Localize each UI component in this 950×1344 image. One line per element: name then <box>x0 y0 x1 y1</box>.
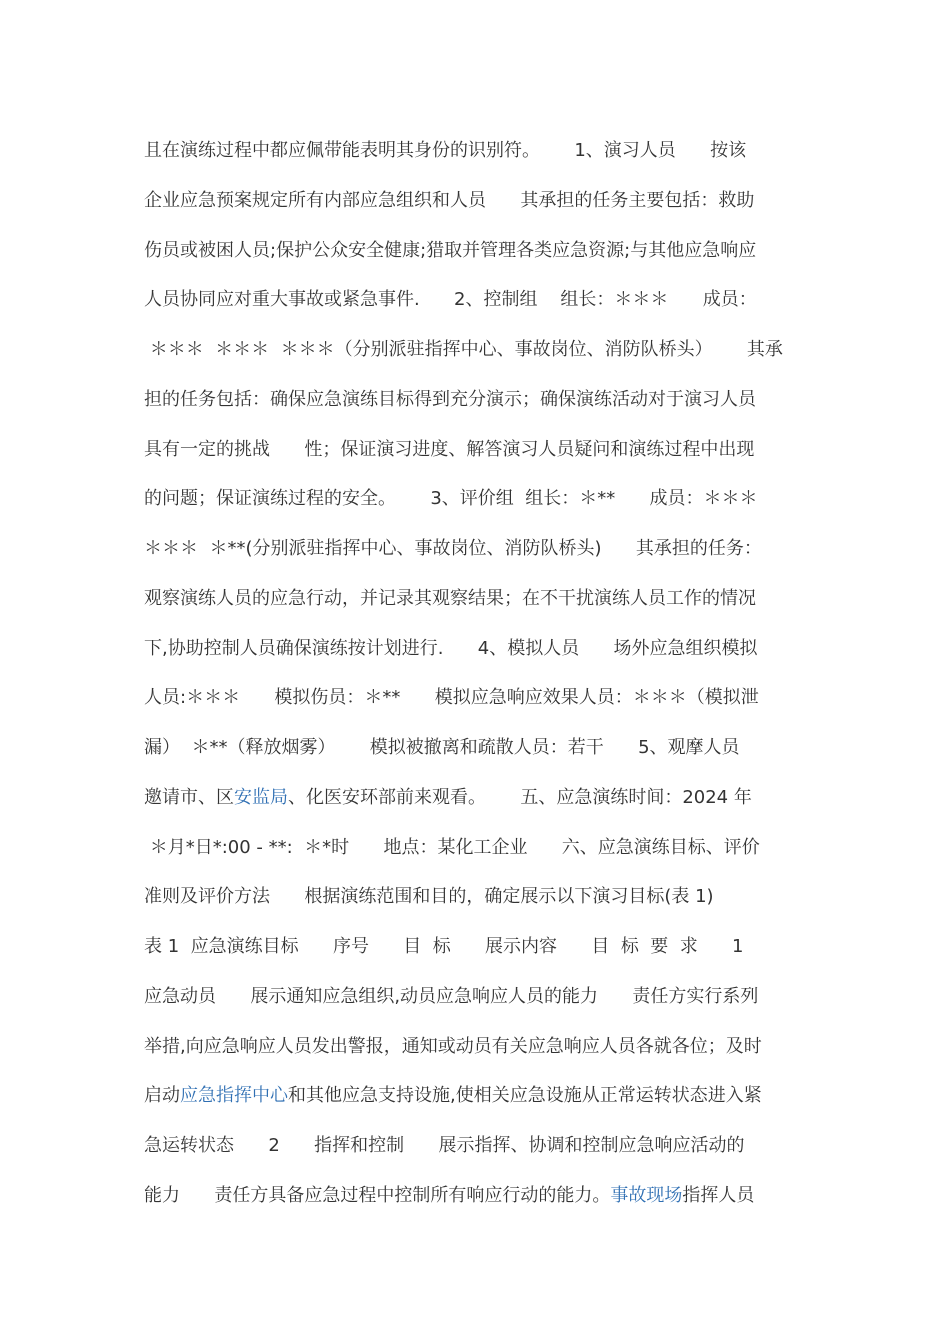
text-segment: 人员协同应对重大事故或紧急事件. 2、控制组 组长：＊＊＊ 成员： <box>144 289 757 311</box>
text-segment: 能力 责任方具备应急过程中控制所有响应行动的能力。 <box>144 1184 611 1206</box>
text-segment: 漏） ＊**（释放烟雾） 模拟被撤离和疏散人员：若干 5、观摩人员 <box>144 737 740 758</box>
text-line <box>144 425 806 475</box>
text-segment: ＊＊＊ ＊＊＊ ＊＊＊（分别派驻指挥中心、事故岗位、消防队桥头） 其承 <box>144 339 783 360</box>
text-line <box>144 872 806 922</box>
text-line <box>144 922 806 972</box>
text-segment: 的问题；保证演练过程的安全。 3、评价组 组长：＊** 成员：＊＊＊ <box>144 488 758 510</box>
text-line <box>144 1071 806 1121</box>
text-line <box>144 325 806 375</box>
text-segment: 人员:＊＊＊ 模拟伤员：＊** 模拟应急响应效果人员：＊＊＊（模拟泄 <box>144 687 759 709</box>
text-segment: ＊月*日*:00 - **: ＊*时 地点：某化工企业 六、应急演练目标、评价 <box>144 836 760 858</box>
text-segment: ＊＊＊ ＊**(分别派驻指挥中心、事故岗位、消防队桥头) 其承担的任务： <box>144 538 762 559</box>
text-segment: 和其他应急支持设施,使相关应急设施从正常运转状态进入紧 <box>288 1085 762 1107</box>
text-line <box>144 524 806 574</box>
text-segment: 指挥人员 <box>682 1184 755 1206</box>
text-line <box>144 375 806 425</box>
hyperlink[interactable]: 事故现场 <box>610 1184 683 1206</box>
text-line <box>144 1121 806 1171</box>
text-line <box>144 126 806 176</box>
text-line <box>144 673 806 723</box>
text-line <box>144 226 806 276</box>
text-line <box>144 823 806 873</box>
text-line <box>144 574 806 624</box>
text-segment: 担的任务包括：确保应急演练目标得到充分演示；确保演练活动对于演习人员 <box>144 388 756 410</box>
text-segment: 具有一定的挑战 性；保证演习进度、解答演习人员疑问和演练过程中出现 <box>144 438 755 460</box>
text-line <box>144 474 806 524</box>
text-line <box>144 624 806 674</box>
text-segment: 启动 <box>144 1085 180 1107</box>
text-segment: 急运转状态 2 指挥和控制 展示指挥、协调和控制应急响应活动的 <box>144 1135 745 1156</box>
hyperlink[interactable]: 应急指挥中心 <box>180 1085 288 1107</box>
text-segment: 应急动员 展示通知应急组织,动员应急响应人员的能力 责任方实行系列 <box>144 985 759 1007</box>
text-segment: 且在演练过程中都应佩带能表明其身份的识别符。 1、演习人员 按该 <box>144 140 747 161</box>
text-segment: 、化医安环部前来观看。 五、应急演练时间：2024 年 <box>288 786 752 808</box>
text-line <box>144 972 806 1022</box>
text-line <box>144 1171 806 1221</box>
text-line <box>144 176 806 226</box>
text-segment: 伤员或被困人员;保护公众安全健康;猎取并管理各类应急资源;与其他应急响应 <box>144 239 757 261</box>
text-line <box>144 773 806 823</box>
text-line <box>144 723 806 773</box>
text-segment: 准则及评价方法 根据演练范围和目的，确定展示以下演习目标(表 1) <box>144 886 714 908</box>
text-segment: 表 1 应急演练目标 序号 目 标 展示内容 目 标 要 求 1 <box>144 936 744 957</box>
text-line <box>144 1022 806 1072</box>
text-line <box>144 275 806 325</box>
text-segment: 邀请市、区 <box>144 786 234 808</box>
text-segment: 企业应急预案规定所有内部应急组织和人员 其承担的任务主要包括：救助 <box>144 189 755 211</box>
text-segment: 下,协助控制人员确保演练按计划进行. 4、模拟人员 场外应急组织模拟 <box>144 637 758 659</box>
text-segment: 观察演练人员的应急行动，并记录其观察结果；在不干扰演练人员工作的情况 <box>144 587 756 609</box>
hyperlink[interactable]: 安监局 <box>234 786 288 808</box>
text-segment: 举措,向应急响应人员发出警报，通知或动员有关应急响应人员各就各位；及时 <box>144 1035 762 1057</box>
document-page <box>144 126 806 1221</box>
